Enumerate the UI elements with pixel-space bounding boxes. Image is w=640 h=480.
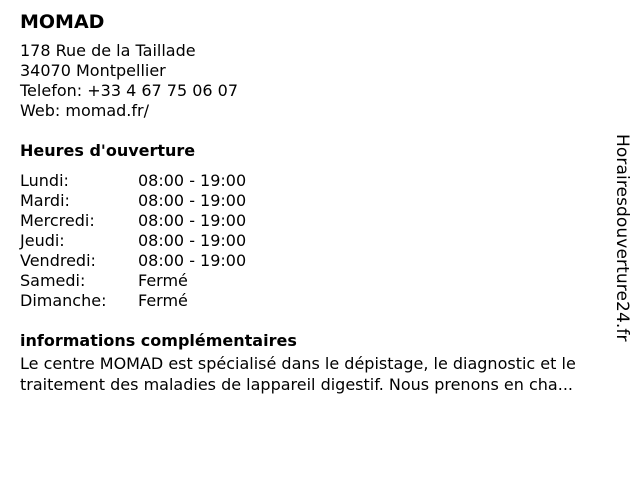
hours-row-lundi (20, 171, 620, 191)
info-title: informations complémentaires (20, 331, 297, 350)
day-label: Mardi: (20, 191, 70, 210)
info-line-2: traitement des maladies de lappareil digestif. Nous prenons en cha... (20, 375, 573, 394)
day-hours: 08:00 - 19:00 (138, 251, 247, 270)
address-line-2: 34070 Montpellier (20, 61, 166, 80)
day-hours: Fermé (138, 291, 188, 310)
day-label: Lundi: (20, 171, 69, 190)
hours-list (20, 171, 620, 311)
day-label: Mercredi: (20, 211, 95, 230)
day-hours: 08:00 - 19:00 (138, 191, 247, 210)
info-description (20, 353, 624, 395)
address-line-1: 178 Rue de la Taillade (20, 41, 196, 60)
day-hours: 08:00 - 19:00 (138, 231, 247, 250)
web-line: Web: momad.fr/ (20, 101, 149, 120)
day-label: Vendredi: (20, 251, 96, 270)
hours-title: Heures d'ouverture (20, 141, 196, 160)
business-name: MOMAD (20, 11, 105, 33)
site-watermark: Horairesdouverture24.fr (612, 134, 632, 342)
hours-row-dimanche (20, 291, 620, 311)
hours-row-samedi (20, 271, 620, 291)
day-label: Dimanche: (20, 291, 107, 310)
day-hours: 08:00 - 19:00 (138, 211, 247, 230)
hours-row-mercredi (20, 211, 620, 231)
hours-row-mardi (20, 191, 620, 211)
hours-row-jeudi (20, 231, 620, 251)
business-card (20, 10, 620, 395)
day-hours: Fermé (138, 271, 188, 290)
day-label: Jeudi: (20, 231, 65, 250)
day-label: Samedi: (20, 271, 86, 290)
info-line-1: Le centre MOMAD est spécialisé dans le dépistage, le diagnostic et le (20, 354, 576, 373)
hours-row-vendredi (20, 251, 620, 271)
phone-line: Telefon: +33 4 67 75 06 07 (20, 81, 239, 100)
day-hours: 08:00 - 19:00 (138, 171, 247, 190)
